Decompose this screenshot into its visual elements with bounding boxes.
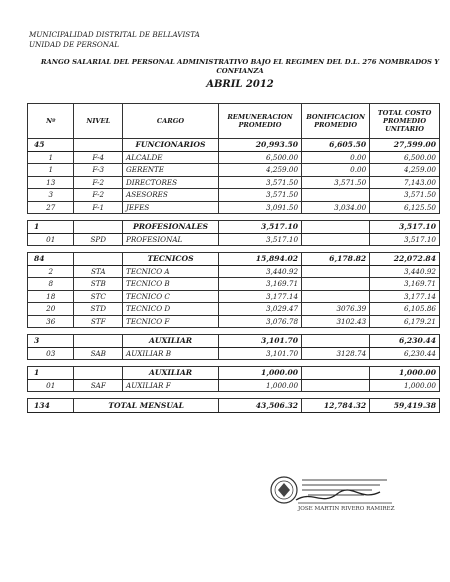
row-count: 1: [28, 151, 74, 164]
row-count: 1: [28, 164, 74, 177]
group-remuneracion: 1,000.00: [218, 367, 301, 380]
row-bonificacion: 3,571.50: [302, 176, 370, 189]
spacer-row: [28, 360, 440, 367]
row-cargo: DIRECTORES: [123, 176, 219, 189]
col-header-remuneracion: REMUNERACION PROMEDIO: [218, 104, 301, 139]
row-count: 36: [28, 315, 74, 328]
row-remuneracion: 3,571.50: [218, 176, 301, 189]
group-row: [28, 253, 440, 266]
spacer-row: [28, 328, 440, 335]
group-total: 1,000.00: [370, 367, 440, 380]
row-count: 18: [28, 290, 74, 303]
total-bonificacion: 12,784.32: [302, 399, 370, 413]
row-count: 01: [28, 379, 74, 392]
col-header-n: Nº: [28, 104, 74, 139]
row-nivel: F-3: [74, 164, 123, 177]
spacer-cell: [28, 214, 440, 221]
row-cargo: JEFES: [123, 201, 219, 214]
group-nivel: [74, 253, 123, 266]
row-bonificacion: 3,034.00: [302, 201, 370, 214]
row-cargo: TECNICO F: [123, 315, 219, 328]
group-remuneracion: 15,894.02: [218, 253, 301, 266]
document-header: [29, 30, 200, 50]
row-remuneracion: 6,500.00: [218, 151, 301, 164]
stamp-text-lines: [302, 480, 387, 495]
group-label: FUNCIONARIOS: [123, 139, 219, 152]
group-total: 6,230.44: [370, 335, 440, 348]
col-header-cargo: CARGO: [123, 104, 219, 139]
table-header-row: [28, 104, 440, 139]
salary-table: [27, 103, 440, 413]
table-row: [28, 151, 440, 164]
group-label: PROFESIONALES: [123, 221, 219, 234]
stamp-name: JOSE MARTIN RIVERO RAMIREZ: [298, 506, 395, 512]
table-row: [28, 347, 440, 360]
spacer-row: [28, 214, 440, 221]
row-nivel: F-2: [74, 189, 123, 202]
document-title: RANGO SALARIAL DEL PERSONAL ADMINISTRATIVO BAJO EL REGIMEN DEL D.L. 276 NOMBRADOS Y CONFIANZA: [40, 58, 440, 75]
table-row: [28, 176, 440, 189]
row-bonificacion: 0.00: [302, 151, 370, 164]
row-remuneracion: 1,000.00: [218, 379, 301, 392]
row-cargo: TECNICO B: [123, 278, 219, 291]
group-bonificacion: [302, 335, 370, 348]
row-nivel: STA: [74, 265, 123, 278]
row-nivel: F-1: [74, 201, 123, 214]
table-row: [28, 303, 440, 316]
municipality-name: MUNICIPALIDAD DISTRITAL DE BELLAVISTA: [29, 30, 200, 39]
row-cargo: ALCALDE: [123, 151, 219, 164]
row-total: 3,440.92: [370, 265, 440, 278]
spacer-row: [28, 246, 440, 253]
table-row: [28, 315, 440, 328]
row-remuneracion: 3,101.70: [218, 347, 301, 360]
row-remuneracion: 3,169.71: [218, 278, 301, 291]
row-count: 01: [28, 233, 74, 246]
group-count: 84: [28, 253, 74, 266]
row-bonificacion: [302, 278, 370, 291]
spacer-cell: [28, 328, 440, 335]
row-bonificacion: 3102.43: [302, 315, 370, 328]
group-row: [28, 367, 440, 380]
row-total: 3,169.71: [370, 278, 440, 291]
col-header-bonificacion: BONIFICACION PROMEDIO: [302, 104, 370, 139]
row-total: 3,177.14: [370, 290, 440, 303]
row-bonificacion: [302, 265, 370, 278]
table-row: [28, 290, 440, 303]
group-bonificacion: 6,605.50: [302, 139, 370, 152]
group-bonificacion: [302, 367, 370, 380]
total-row: [28, 399, 440, 413]
row-remuneracion: 3,440.92: [218, 265, 301, 278]
row-total: 3,571.50: [370, 189, 440, 202]
row-bonificacion: [302, 379, 370, 392]
group-label: AUXILIAR: [123, 367, 219, 380]
row-nivel: SAB: [74, 347, 123, 360]
group-total: 22,072.84: [370, 253, 440, 266]
row-nivel: SAF: [74, 379, 123, 392]
row-remuneracion: 3,517.10: [218, 233, 301, 246]
row-remuneracion: 3,029.47: [218, 303, 301, 316]
table-row: [28, 189, 440, 202]
group-total: 3,517.10: [370, 221, 440, 234]
spacer-row: [28, 392, 440, 399]
row-remuneracion: 3,177.14: [218, 290, 301, 303]
group-row: [28, 221, 440, 234]
row-cargo: GERENTE: [123, 164, 219, 177]
row-count: 20: [28, 303, 74, 316]
row-bonificacion: 3128.74: [302, 347, 370, 360]
group-remuneracion: 20,993.50: [218, 139, 301, 152]
signature-stamp: [262, 470, 402, 516]
group-count: 1: [28, 221, 74, 234]
row-total: 6,230.44: [370, 347, 440, 360]
row-bonificacion: 0.00: [302, 164, 370, 177]
group-count: 1: [28, 367, 74, 380]
table-body: [28, 139, 440, 413]
row-bonificacion: [302, 189, 370, 202]
seal-icon: [271, 477, 297, 503]
row-total: 6,125.50: [370, 201, 440, 214]
group-label: AUXILIAR: [123, 335, 219, 348]
row-cargo: TECNICO D: [123, 303, 219, 316]
total-total: 59,419.38: [370, 399, 440, 413]
group-row: [28, 139, 440, 152]
row-total: 6,105.86: [370, 303, 440, 316]
row-cargo: AUXILIAR B: [123, 347, 219, 360]
group-nivel: [74, 221, 123, 234]
row-bonificacion: [302, 290, 370, 303]
row-nivel: STF: [74, 315, 123, 328]
row-nivel: STB: [74, 278, 123, 291]
group-remuneracion: 3,517.10: [218, 221, 301, 234]
row-count: 27: [28, 201, 74, 214]
row-cargo: TECNICO C: [123, 290, 219, 303]
table-row: [28, 265, 440, 278]
table-row: [28, 379, 440, 392]
row-remuneracion: 3,091.50: [218, 201, 301, 214]
group-bonificacion: 6,178.82: [302, 253, 370, 266]
group-row: [28, 335, 440, 348]
group-nivel: [74, 335, 123, 348]
row-count: 3: [28, 189, 74, 202]
spacer-cell: [28, 246, 440, 253]
unit-name: UNIDAD DE PERSONAL: [29, 40, 120, 49]
total-count: 134: [28, 399, 74, 413]
row-cargo: ASESORES: [123, 189, 219, 202]
row-nivel: F-2: [74, 176, 123, 189]
row-count: 2: [28, 265, 74, 278]
group-total: 27,599.00: [370, 139, 440, 152]
row-nivel: F-4: [74, 151, 123, 164]
table-row: [28, 233, 440, 246]
row-bonificacion: 3076.39: [302, 303, 370, 316]
group-count: 3: [28, 335, 74, 348]
row-total: 3,517.10: [370, 233, 440, 246]
row-cargo: AUXILIAR F: [123, 379, 219, 392]
row-remuneracion: 3,571.50: [218, 189, 301, 202]
table-row: [28, 278, 440, 291]
row-total: 4,259.00: [370, 164, 440, 177]
row-nivel: SPD: [74, 233, 123, 246]
row-nivel: STD: [74, 303, 123, 316]
row-bonificacion: [302, 233, 370, 246]
row-remuneracion: 3,076.78: [218, 315, 301, 328]
row-total: 1,000.00: [370, 379, 440, 392]
row-total: 6,179.21: [370, 315, 440, 328]
row-cargo: PROFESIONAL: [123, 233, 219, 246]
group-nivel: [74, 139, 123, 152]
total-label: TOTAL MENSUAL: [74, 399, 218, 413]
row-remuneracion: 4,259.00: [218, 164, 301, 177]
row-nivel: STC: [74, 290, 123, 303]
total-remuneracion: 43,506.32: [218, 399, 301, 413]
group-label: TECNICOS: [123, 253, 219, 266]
row-total: 6,500.00: [370, 151, 440, 164]
table-row: [28, 201, 440, 214]
row-count: 03: [28, 347, 74, 360]
row-total: 7,143.00: [370, 176, 440, 189]
table-row: [28, 164, 440, 177]
group-count: 45: [28, 139, 74, 152]
document-subtitle: ABRIL 2012: [206, 79, 274, 90]
group-nivel: [74, 367, 123, 380]
row-cargo: TECNICO A: [123, 265, 219, 278]
spacer-cell: [28, 392, 440, 399]
spacer-cell: [28, 360, 440, 367]
group-bonificacion: [302, 221, 370, 234]
row-count: 13: [28, 176, 74, 189]
row-count: 8: [28, 278, 74, 291]
col-header-nivel: NIVEL: [74, 104, 123, 139]
col-header-total: TOTAL COSTO PROMEDIO UNITARIO: [370, 104, 440, 139]
group-remuneracion: 3,101.70: [218, 335, 301, 348]
